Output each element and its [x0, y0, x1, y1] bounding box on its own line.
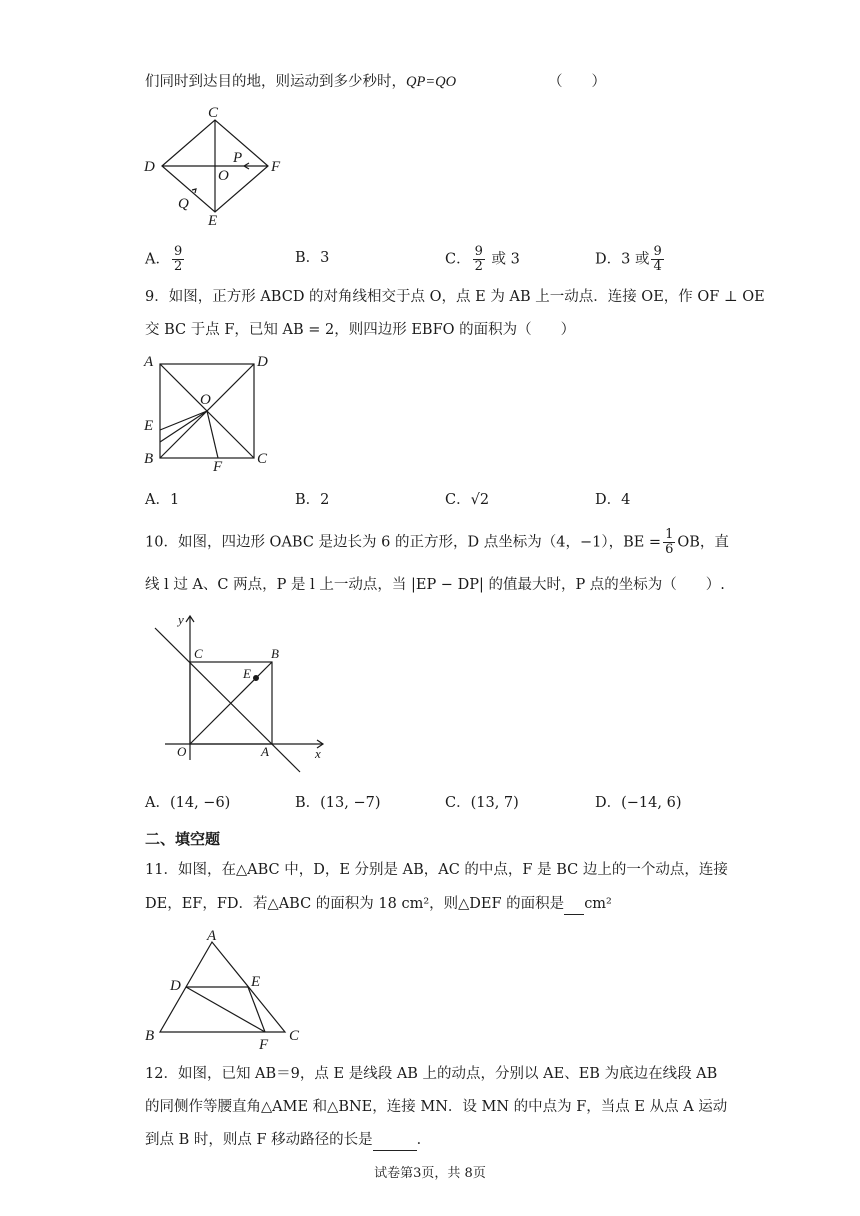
q12-answer-blank[interactable]: [373, 1130, 417, 1151]
q8-text: [145, 72, 456, 92]
q9-option-c-letter: C．: [445, 492, 471, 508]
q10-option-c: C．(13, 7): [445, 795, 519, 811]
denominator: 4: [653, 259, 662, 274]
q10-line1-b: OB，直: [677, 534, 729, 551]
q11-answer-blank[interactable]: [564, 894, 584, 915]
q9-option-d: D．4: [595, 492, 631, 508]
numerator: 9: [173, 244, 183, 259]
q9-figure: [140, 350, 280, 475]
q8-figure: [140, 100, 300, 230]
denominator: 6: [665, 542, 674, 557]
fraction: [473, 245, 485, 274]
q8-condition: QP=QO: [406, 74, 457, 90]
q11-line2-a: DE，EF，FD．若△ABC 的面积为 18 cm²，则△DEF 的面积是: [145, 896, 565, 912]
q10-label-C: C: [194, 646, 203, 661]
q9-option-c: [445, 490, 489, 510]
q11-label-E: E: [251, 974, 261, 990]
q8-label-E: E: [208, 213, 218, 229]
q9-label-O: O: [200, 392, 211, 408]
denominator: 2: [173, 259, 183, 274]
q9-label-C: C: [257, 451, 268, 467]
q9-line2: 交 BC 于点 F，已知 AB = 2，则四边形 EBFO 的面积为（ ）: [145, 322, 576, 338]
q9-line1: 9．如图，正方形 ABCD 的对角线相交于点 O，点 E 为 AB 上一动点．连接 OE，作 OF ⊥ OE: [145, 289, 765, 305]
q8-option-d-letter: D．3 或: [595, 251, 650, 268]
q11-label-A: A: [207, 928, 217, 944]
q10-option-b: B．(13, −7): [295, 795, 381, 811]
q10-option-a: A．(14, −6): [145, 795, 231, 811]
q10-line1-a: 10．如图，四边形 OABC 是边长为 6 的正方形，D 点坐标为（4，−1），BE =: [145, 534, 662, 551]
q10-label-A: A: [261, 744, 269, 759]
q9-option-a: A．1: [145, 492, 180, 508]
q9-label-E: E: [144, 418, 154, 434]
q11-label-B: B: [145, 1028, 155, 1044]
q8-answer-paren: （ ）: [548, 74, 606, 90]
q11-unit: cm²: [584, 896, 612, 912]
page-footer: 试卷第3页，共 8页: [374, 1166, 486, 1181]
q8-option-d: [595, 245, 666, 274]
fraction: [663, 528, 675, 557]
q12-line3-a: 到点 B 时，则点 F 移动路径的长是: [145, 1132, 373, 1148]
q8-option-c: [445, 245, 520, 274]
q10-label-x: x: [315, 746, 321, 761]
denominator: 2: [474, 259, 483, 274]
q10-label-E: E: [243, 666, 251, 681]
q8-label-P: P: [233, 150, 243, 166]
q10-line2: 线 l 过 A、C 两点，P 是 l 上一动点，当 |EP − DP| 的值最大时，P 点的坐标为（ ）.: [145, 577, 725, 593]
q10-figure: [145, 610, 345, 770]
q8-option-c-tail: 或 3: [486, 251, 520, 268]
q12-line1: 12．如图，已知 AB＝9，点 E 是线段 AB 上的动点，分别以 AE、EB 为底边在线段 AB: [145, 1066, 718, 1082]
numerator: 9: [653, 244, 662, 259]
numerator: 1: [665, 527, 674, 542]
q8-option-a: [145, 245, 186, 274]
q10-label-y: y: [178, 612, 184, 627]
q8-option-c-letter: C．: [445, 251, 471, 268]
q10-label-O: O: [177, 744, 187, 759]
q8-label-C: C: [208, 105, 219, 121]
q8-option-b: B．3: [295, 250, 330, 266]
q10-line1: [145, 528, 729, 557]
q8-label-O: O: [218, 168, 229, 184]
fraction: [651, 245, 663, 274]
q12-line2: 的同侧作等腰直角△AME 和△BNE，连接 MN．设 MN 的中点为 F，当点 E 从点 A 运动: [145, 1099, 728, 1115]
q9-label-F: F: [213, 459, 223, 475]
q11-label-D: D: [170, 978, 181, 994]
q8-option-a-letter: A．: [145, 251, 170, 268]
q9-label-A: A: [144, 354, 154, 370]
q11-label-F: F: [259, 1037, 269, 1053]
section-heading: 二、填空题: [145, 830, 221, 848]
q11-line1: 11．如图，在△ABC 中，D，E 分别是 AB，AC 的中点，F 是 BC 边上的一个动点，连接: [145, 862, 728, 878]
q11-figure: [140, 922, 310, 1052]
q10-option-d: D．(−14, 6): [595, 795, 682, 811]
q8-label-Q: Q: [178, 196, 189, 212]
q11-label-C: C: [289, 1028, 300, 1044]
q12-line3: [145, 1130, 431, 1151]
q10-label-B: B: [271, 646, 279, 661]
q11-line2: [145, 894, 612, 915]
q9-label-B: B: [144, 451, 154, 467]
q9-label-D: D: [257, 354, 268, 370]
q8-label-F: F: [271, 159, 281, 175]
fraction: [172, 245, 184, 274]
q9-option-b: B．2: [295, 492, 330, 508]
numerator: 9: [474, 244, 483, 259]
q8-tail: 们同时到达目的地，则运动到多少秒时，: [145, 74, 406, 90]
q8-label-D: D: [144, 159, 155, 175]
q12-line3-b: ．: [416, 1132, 432, 1148]
q9-option-c-value: √2: [470, 492, 490, 508]
